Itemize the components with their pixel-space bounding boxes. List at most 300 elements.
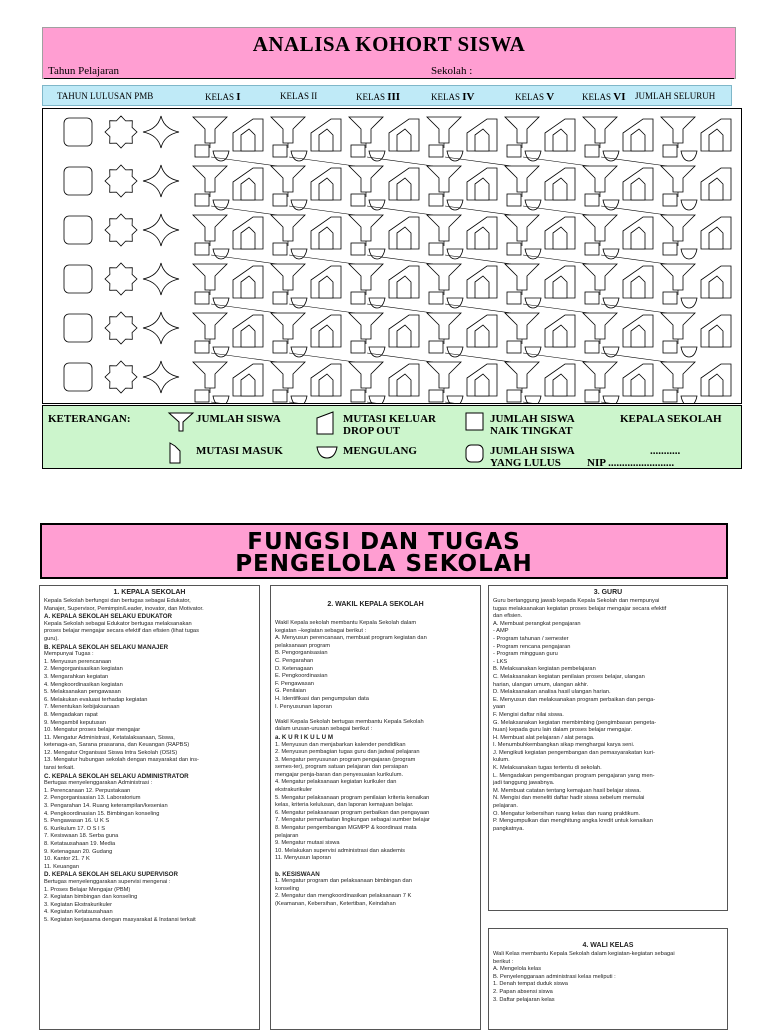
mengulang-icon [681,396,697,403]
legend-jumlah-siswa-lulus: JUMLAH SISWA [490,445,575,457]
header-kelas-i: KELAS I [205,91,241,103]
square-icon [429,194,443,206]
flow-diagonal [523,255,589,264]
funnel-icon [505,313,539,339]
text-line: b. KESISWAAN [275,870,320,878]
text-line: 10. Mengatur proses belajar mengajar [44,727,141,734]
mengulang-icon [369,298,385,308]
square-icon [273,145,287,157]
mengulang-icon [603,347,619,357]
flow-diagonal [211,255,277,264]
text-line: semes-ter), program satuan pelajaran dan persiapan [275,764,408,771]
text-line: K. Melaksanakan tugas tertentu di sekolah. [493,765,602,772]
square-icon [585,341,599,353]
mengulang-icon [447,347,463,357]
mengulang-icon [525,396,541,403]
text-line: 6. Mengatur pelaksanaan program perbaikan dan pengayaan [275,809,430,816]
text-line: kulum. [493,757,510,764]
mengulang-icon [603,249,619,259]
column-wali-kelas [488,928,728,1030]
flow-diagonal [601,304,667,313]
flow-diagonal [445,255,511,264]
kohort-flow-diagram [43,109,741,403]
square-icon [663,194,677,206]
text-line: ketenaga-an, Sarana prasarana, dan Keuangan (RAPBS) [44,742,190,749]
mengulang-icon [447,249,463,259]
text-line: harian, ulangan umum, ulangan akhir. [493,681,589,688]
column-kepala-sekolah [39,585,260,1030]
text-line: F. Mengisi daftar nilai siswa. [493,711,564,718]
text-line: Bertugas menyelenggarakan Administrasi : [44,780,153,787]
text-line: 10. Kantor 21. 7 K [44,856,90,863]
funnel-icon [583,117,617,143]
text-line: Wakil Kepala sekolah membantu Kepala Sekolah dalam [275,620,417,626]
text-line: A. Mengelola kelas [493,966,542,973]
funnel-icon [193,117,227,143]
text-line: 1. Menyusun perencanaan [44,658,112,665]
square-icon [585,194,599,206]
mengulang-icon [369,249,385,259]
mengulang-icon [525,249,541,259]
mengulang-icon [369,396,385,403]
flow-diagonal [601,353,667,362]
legend-jumlah-siswa-naik: JUMLAH SISWA [490,413,575,425]
mengulang-icon [525,151,541,161]
text-line: Kepala Sekolah sebagai Edukator bertugas melaksanakan [44,620,192,627]
kohort-title: ANALISA KOHORT SISWA [252,32,526,56]
flower-icon [105,116,137,148]
mengulang-icon [681,249,697,259]
text-line: - LKS [493,658,508,665]
mengulang-icon [603,151,619,161]
square-icon [507,145,521,157]
text-line: I. Penyusunan laporan [275,703,332,710]
flow-diagonal [601,255,667,264]
flow-diagonal [289,255,355,264]
text-line: 8. Ketatausahaan 19. Media [44,841,116,847]
text-line: pelajaran. [493,803,518,810]
funnel-icon [271,362,305,388]
kohort-header-row [42,85,732,106]
kohort-title-bar [42,27,736,79]
text-line: kegiatan –kegiatan sebagai berikut : [275,627,367,634]
column-guru [488,585,728,911]
text-line: A. Membuat perangkat pengajaran [493,620,581,627]
mengulang-icon [681,298,697,308]
legend-dots: ........... [650,445,681,457]
rounded-square-icon [64,265,92,293]
text-line: 12. Mengatur Organisasi Siswa Intra Sekolah (OSIS) [44,749,178,756]
flow-diagonal [523,206,589,215]
text-line: 1. Menyusun dan menjabarkan kalender pendidikan [275,741,406,748]
legend-kepala-sekolah: KEPALA SEKOLAH [620,413,722,425]
text-line: pelajaran [275,832,299,839]
funnel-icon [661,362,695,388]
text-line: 9. Ketenagaan 20. Gudang [44,848,113,855]
square-icon [663,341,677,353]
square-icon [195,243,209,255]
text-line: 2. Mengatur dan mengkoordinasikan pelaksanaan 7 K [275,893,412,900]
text-line: Manajer, Supervisor, Pemimpin/Leader, inovator, dan Motivator. [44,605,204,612]
rounded-square-icon [64,216,92,244]
text-line: 4. Mengkoordinasikan kegiatan [44,681,123,688]
column-wakil-kepala-sekolah [270,585,481,1030]
flow-diagonal [601,206,667,215]
flower-icon [105,263,137,295]
mengulang-icon [525,347,541,357]
text-line: P. Mengumpulkan dan menghitung angka kredit untuk kenaikan [493,818,653,825]
mengulang-icon [291,151,307,161]
text-line: 7. Kesiswaan 18. Serba guna [44,833,119,840]
star-icon [143,214,179,246]
text-line: A. KEPALA SEKOLAH SELAKU EDUKATOR [44,613,172,621]
text-line: B. Pengorganisasian [275,650,328,657]
star-icon [143,165,179,197]
square-icon [507,390,521,402]
text-line: D. Melaksanakan analisa hasil ulangan harian. [493,689,611,696]
flow-diagonal [289,157,355,166]
text-line: a. K U R I K U L U M [275,733,333,741]
square-icon [195,390,209,402]
square-icon [351,390,365,402]
funnel-icon [583,362,617,388]
funnel-icon [583,215,617,241]
square-icon [585,292,599,304]
sekolah-label: Sekolah : [431,65,473,77]
text-line: 4. Pengkoordinasian 15. Bimbingan konseling [44,810,160,817]
flow-diagonal [445,157,511,166]
legend-mutasi-keluar: MUTASI KELUAR [343,413,437,425]
text-line: 1. Denah tempat duduk siswa [493,981,568,988]
text-line: A. Menyusun perencanaan, membuat program kegiatan dan [275,635,427,642]
square-icon [585,145,599,157]
mengulang-icon [213,200,229,210]
square-icon [663,292,677,304]
flower-icon [105,312,137,344]
flow-diagonal [211,353,277,362]
rounded-square-icon [64,167,92,195]
mengulang-icon [213,151,229,161]
text-line: 8. Mengatur pengembangan MGMPP & koordinasi mata [275,825,417,832]
rounded-square-icon [64,314,92,342]
text-line: 4. Mengatur pelaksanaan kegiatan kurikuler dan [275,779,397,786]
funnel-icon [661,117,695,143]
text-line: 11. Keuangan [44,863,79,870]
funnel-icon [349,166,383,192]
text-line: H. Identifikasi dan pengumpulan data [275,695,369,702]
square-icon [507,194,521,206]
text-line: B. Melaksanakan kegiatan pembelajaran [493,666,596,673]
text-line: kelas, kriteria kelulusan, dan laporan kemajuan belajar. [275,802,414,809]
text-line: konseling [275,885,300,892]
mengulang-icon [291,200,307,210]
flow-diagonal [367,157,433,166]
text-line: 3. Pengarahan 14. Ruang keterampilan/kesenian [44,803,168,810]
text-line: 5. Mengatur pelaksanaan program penilaian kriteria kenaikan [275,794,430,801]
text-line: 10. Melakukan supervisi administrasi dan akademis [275,847,405,854]
flow-diagonal [289,353,355,362]
flower-icon [105,214,137,246]
mengulang-icon [291,249,307,259]
rounded-square-icon [64,363,92,391]
legend-mutasi-masuk: MUTASI MASUK [196,445,283,457]
funnel-icon [427,313,461,339]
column-heading: 3. GURU [593,589,623,596]
text-line: huan) kepada guru lain dalam proses belajar mengajar. [493,727,633,734]
mengulang-icon [369,151,385,161]
funnel-icon [193,264,227,290]
text-line: B. Penyelenggaraan administrasi kelas meliputi : [493,973,616,980]
text-line: - AMP [493,628,509,635]
mengulang-icon [315,444,339,460]
text-line: C. Melaksanakan kegiatan penilaian proses belajar, ulangan [493,673,645,680]
square-icon [507,341,521,353]
flow-diagonal [445,353,511,362]
text-line: Wakil Kepala Sekolah bertugas membantu Kepala Sekolah [275,718,424,725]
square-icon [585,243,599,255]
mengulang-icon [603,200,619,210]
flower-icon [105,165,137,197]
square-icon [351,341,365,353]
text-line [275,711,476,719]
funnel-icon [271,313,305,339]
text-line: 3. Kegiatan Ekstrakurikuler [44,901,112,908]
funnel-icon [583,166,617,192]
text-line: tansi terkait. [44,765,75,772]
legend-nip: NIP ........................ [587,457,675,469]
funnel-icon [193,362,227,388]
flow-diagonal [367,304,433,313]
square-icon [507,292,521,304]
fungsi-title-line1: FUNGSI DAN TUGAS [247,529,521,555]
column-text [493,598,723,833]
funnel-icon [349,264,383,290]
text-line: 3. Mengatur penyusunan program pengajaran (program [275,756,416,763]
text-line: jadi tanggung jawabnya. [493,780,555,787]
text-line: 6. Melakukan evaluasi terhadap kegiatan [44,696,148,703]
mengulang-icon [291,396,307,403]
text-line: 6. Kurikulum 17. O S I S [44,825,106,832]
square-icon [195,194,209,206]
funnel-icon [661,264,695,290]
flow-diagonal [289,304,355,313]
document-icon [315,410,337,436]
kohort-diagram-grid [42,108,742,404]
text-line: pangkatnya. [493,825,524,832]
column-heading: 1. KEPALA SEKOLAH [113,589,186,596]
column-text [275,620,476,909]
text-line: L. Mengadakan pengembangan program pengajaran yang men- [493,772,655,779]
text-line: Wali Kelas membantu Kepala Sekolah dalam kegiatan-kegiatan sebagai [493,951,675,957]
square-icon [429,145,443,157]
square-icon [351,145,365,157]
mengulang-icon [447,396,463,403]
flow-diagonal [211,206,277,215]
header-tahun-lulusan: TAHUN LULUSAN PMB [57,91,154,101]
text-line: 1. Perencanaan 12. Perpustakaan [44,787,131,794]
text-line: C. KEPALA SEKOLAH SELAKU ADMINISTRATOR [44,772,189,780]
text-line: G. Penilaian [275,688,306,695]
text-line: 3. Mengarahkan kegiatan [44,673,109,680]
funnel-icon [349,313,383,339]
square-icon [585,390,599,402]
text-line: Kepala Sekolah berfungsi dan bertugas sebagai Edukator, [44,598,191,604]
mengulang-icon [213,298,229,308]
text-line: 7. Mengatur pemanfaatan lingkungan sebagai sumber belajar [275,817,430,824]
funnel-icon [193,166,227,192]
mengulang-icon [213,396,229,403]
text-line: E. Pengkoordinasian [275,673,328,680]
mutasi-masuk-icon [167,441,183,465]
star-icon [143,263,179,295]
square-icon [507,243,521,255]
text-line: berikut : [493,958,514,965]
text-line: B. KEPALA SEKOLAH SELAKU MANAJER [44,643,169,651]
text-line: I. Menumbuhkembangkan sikap menghargai karya seni. [493,742,635,749]
text-line: G. Melaksanakan kegiatan membimbing (pengimbasan pengeta- [493,719,657,726]
text-line: J. Mengikuti kegiatan pengembangan dan pemasyarakatan kuri- [493,749,655,756]
funnel-icon [349,215,383,241]
flow-diagonal [211,157,277,166]
text-line: C. Pengarahan [275,657,314,664]
mengulang-icon [213,347,229,357]
text-line: O. Mengatur kebersihan ruang kelas dan ruang praktikum. [493,810,641,817]
funnel-icon [271,215,305,241]
text-line: 2. Kegiatan bimbingan dan konseling [44,894,138,901]
text-line: proses belajar mengajar secara efektif dan efisien (lihat tugas [44,628,199,635]
text-line: tugas melaksanakan kegiatan proses belajar mengajar secara efektif [493,605,667,612]
square-icon [273,194,287,206]
mengulang-icon [213,249,229,259]
square-icon [663,390,677,402]
star-icon [143,116,179,148]
funnel-icon [505,166,539,192]
text-line: 8. Mengadakan rapat [44,711,98,718]
square-icon [429,390,443,402]
header-kelas-iv: KELAS IV [431,91,475,103]
mengulang-icon [525,298,541,308]
flow-diagonal [367,255,433,264]
square-icon [195,341,209,353]
text-line: 5. Pengawasan 16. U K S [44,818,110,825]
mengulang-icon [369,347,385,357]
square-icon [273,341,287,353]
flow-diagonal [445,304,511,313]
text-line: 5. Kegiatan kerjasama dengan masyarakat & Instansi terkait [44,916,196,923]
text-line: - Program tahunan / semester [493,635,569,642]
square-icon [195,145,209,157]
text-line: Bertugas menyelenggarakan supervisi mengenai : [44,878,171,885]
legend-keterangan: KETERANGAN: [48,413,131,425]
text-line: mengajar penja-baran dan penyesuaian kurikulum. [275,771,404,778]
text-line: 1. Mengatur program dan pelaksanaan bimbingan dan [275,878,412,885]
legend-yang-lulus: YANG LULUS [490,457,561,469]
header-kelas-iii: KELAS III [356,91,401,103]
rounded-square-icon [465,444,485,464]
flow-diagonal [523,304,589,313]
mengulang-icon [369,200,385,210]
mengulang-icon [525,200,541,210]
text-line: F. Pengawasan [275,680,314,687]
funnel-icon [505,215,539,241]
text-line: 11. Menyusun laporan [275,855,331,862]
text-line: 9. Mengambil keputusan [44,719,106,726]
text-line: D. KEPALA SEKOLAH SELAKU SUPERVISOR [44,871,178,879]
star-icon [143,361,179,393]
text-line: 1. Proses Belajar Mengajar (PBM) [44,886,131,893]
text-line: M. Membuat catatan tentang kemajuan hasil belajar siswa. [493,787,641,794]
legend-drop-out: DROP OUT [343,425,401,437]
square-icon [351,292,365,304]
flow-diagonal [445,206,511,215]
mengulang-icon [681,200,697,210]
funnel-icon [583,313,617,339]
column-text [493,951,723,1004]
mengulang-icon [681,151,697,161]
square-icon [351,243,365,255]
flow-diagonal [211,304,277,313]
text-line: guru). [44,635,59,642]
text-line: 2. Mengorganisasikan kegiatan [44,666,123,673]
legend-naik-tingkat: NAIK TINGKAT [490,425,573,437]
funnel-icon [661,166,695,192]
header-jumlah-seluruh: JUMLAH SELURUH [635,91,716,101]
text-line: 11. Mengatur Administrasi, Ketatalaksanaan, Siswa, [44,734,175,741]
text-line: 4. Kegiatan Ketatausahaan [44,909,113,916]
funnel-icon [167,410,195,432]
funnel-icon [427,215,461,241]
funnel-icon [271,117,305,143]
flow-diagonal [367,206,433,215]
text-line: 5. Melaksanakan pengawasan [44,689,121,696]
column-heading: 2. WAKIL KEPALA SEKOLAH [327,601,424,608]
text-line: dan efisien. [493,613,523,620]
square-icon [429,243,443,255]
mengulang-icon [291,298,307,308]
title-underline [44,78,734,79]
header-kelas-ii: KELAS II [280,91,318,101]
square-icon [195,292,209,304]
funnel-icon [427,362,461,388]
text-line: 13. Mengatur hubungan sekolah dengan masyarakat dan ins- [44,757,199,764]
mengulang-icon [291,347,307,357]
flow-diagonal [601,157,667,166]
text-line: 9. Mengatur mutasi siswa [275,840,340,847]
funnel-icon [661,215,695,241]
text-line: - Program mingguan guru [493,651,558,658]
fungsi-title-bar [40,523,728,579]
funnel-icon [193,313,227,339]
text-line: E. Menyusun dan melaksanakan program perbaikan dan penga- [493,696,656,703]
text-line: pelaksanaan program [275,642,331,649]
funnel-icon [661,313,695,339]
funnel-icon [427,117,461,143]
text-line: yaan [493,704,506,711]
flow-diagonal [289,206,355,215]
square-icon [465,412,485,432]
tahun-pelajaran-label: Tahun Pelajaran [48,65,120,77]
mengulang-icon [681,347,697,357]
funnel-icon [505,362,539,388]
mengulang-icon [447,151,463,161]
column-text [44,598,255,925]
funnel-icon [193,215,227,241]
square-icon [663,145,677,157]
square-icon [273,292,287,304]
funnel-icon [271,264,305,290]
star-icon [143,312,179,344]
funnel-icon [505,264,539,290]
